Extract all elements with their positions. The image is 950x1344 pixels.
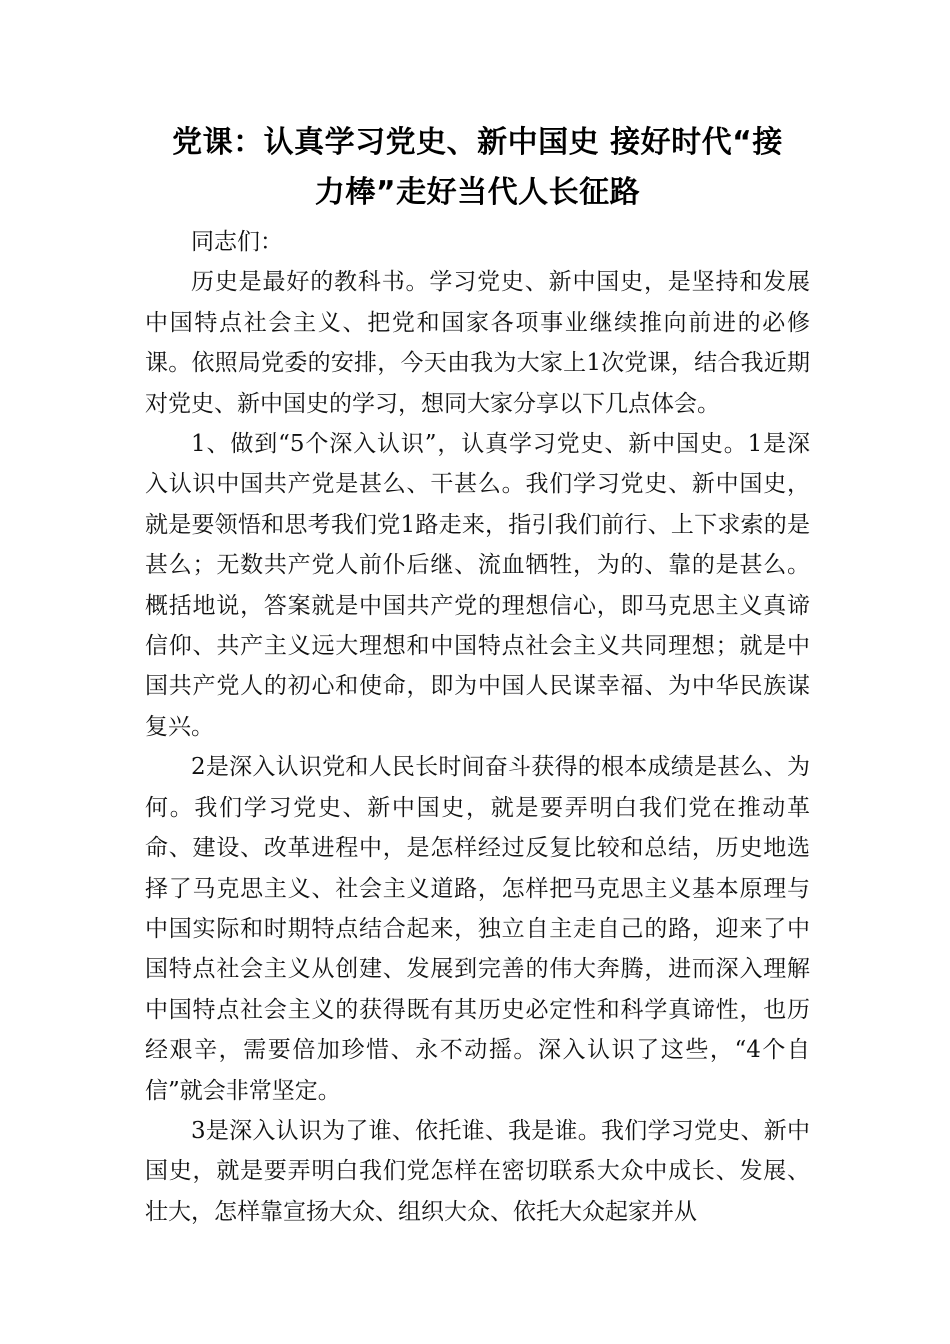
- intro-paragraph: 历史是最好的教科书。学习党史、新中国史，是坚持和发展中国特点社会主义、把党和国家各项事业继续推向前进的必修课。依照局党委的安排，今天由我为大家上1次党课，结合我近期对党史、新中国史的学习，想同大家分享以下几点体会。: [145, 269, 810, 417]
- body-paragraph: 3是深入认识为了谁、依托谁、我是谁。我们学习党史、新中国史，就是要弄明白我们党怎样在密切联系大众中成长、发展、壮大，怎样靠宣扬大众、组织大众、依托大众起家并从: [145, 1117, 810, 1225]
- document-content: [145, 118, 810, 1232]
- body-paragraph: 1、做到“5个深入认识”，认真学习党史、新中国史。1是深入认识中国共产党是甚么、干甚么。我们学习党史、新中国史，就是要领悟和思考我们党1路走来，指引我们前行、上下求索的是甚么；无数共产党人前仆后继、流血牺牲，为的、靠的是甚么。概括地说，答案就是中国共产党的理想信心，即马克思主义真谛信仰、共产主义远大理想和中国特点社会主义共同理想；就是中国共产党人的初心和使命，即为中国人民谋幸福、为中华民族谋复兴。: [145, 431, 810, 740]
- title-line-2: 力棒”走好当代人长征路: [314, 175, 641, 210]
- salutation-paragraph: 同志们：: [191, 229, 283, 255]
- document-body: [145, 222, 810, 1232]
- body-paragraph: 2是深入认识党和人民长时间奋斗获得的根本成绩是甚么、为何。我们学习党史、新中国史，就是要弄明白我们党在推动革命、建设、改革进程中，是怎样经过反复比较和总结，历史地选择了马克思主义、社会主义道路，怎样把马克思主义基本原理与中国实际和时期特点结合起来，独立自主走自己的路，迎来了中国特点社会主义从创建、发展到完善的伟大奔腾，进而深入理解中国特点社会主义的获得既有其历史必定性和科学真谛性，也历经艰辛，需要倍加珍惜、永不动摇。深入认识了这些，“4个自信”就会非常坚定。: [145, 754, 810, 1104]
- title-line-1: 党课：认真学习党史、新中国史 接好时代“接: [172, 125, 783, 160]
- document-title: [145, 118, 810, 218]
